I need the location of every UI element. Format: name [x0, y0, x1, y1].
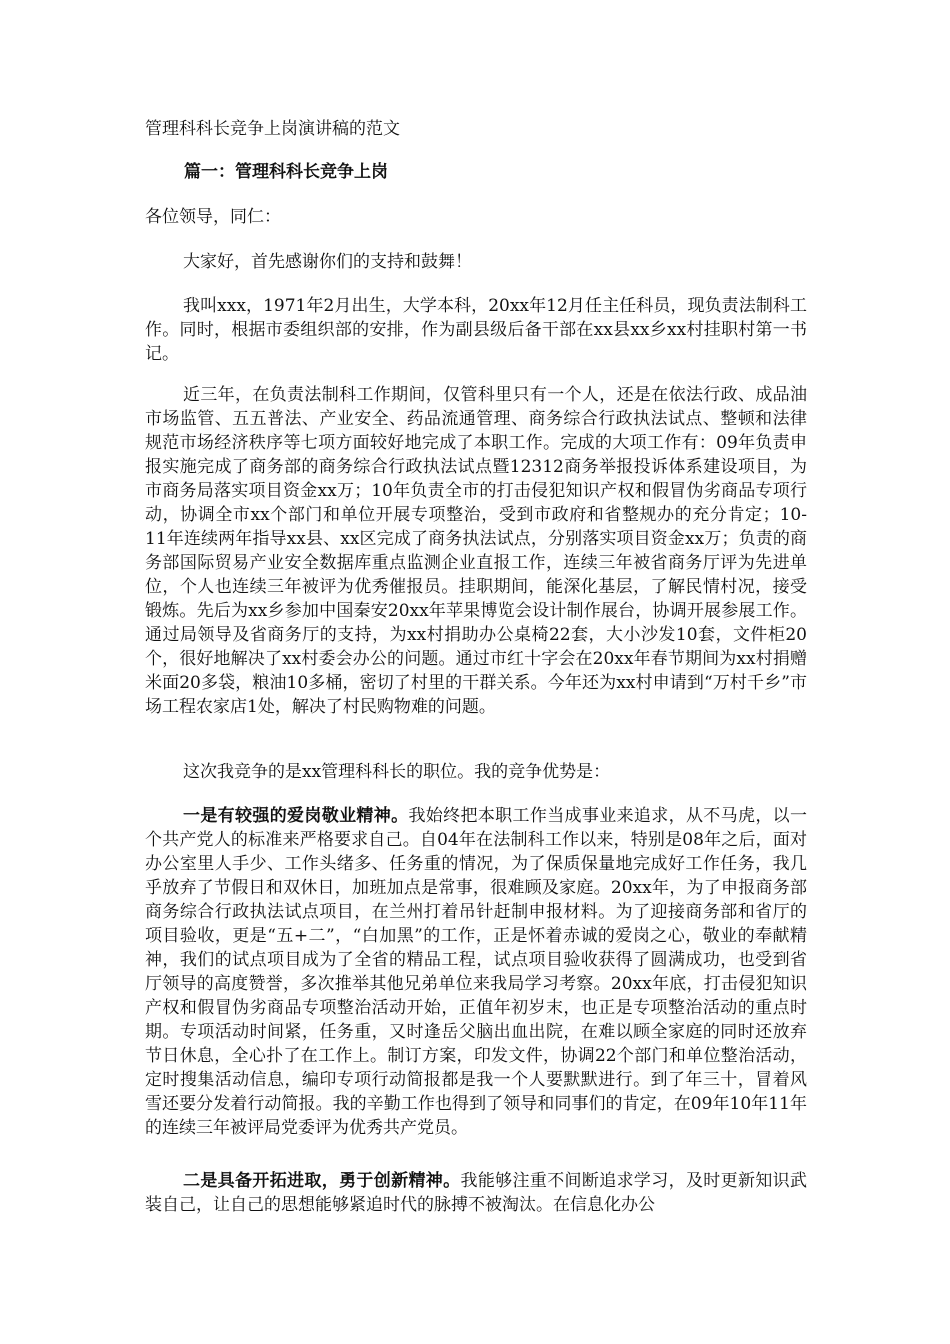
work-paragraph: 近三年，在负责法制科工作期间，仅管科里只有一个人，还是在依法行政、成品油市场监管、五五普法、产业安全、药品流通管理、商务综合行政执法试点、整顿和法律规范市场经济秩序等七项方面较好地完成了本职工作。完成的大项工作有：09年负责申报实施完成了商务部的商务综合行政执法试点暨12312商务举报投诉体系建设项目，为市商务局落实项目资金xx万；10年负责全市的打击侵犯知识产权和假冒伪劣商品专项行动，协调全市xx个部门和单位开展专项整治，受到市政府和省整规办的充分肯定；10-11年连续两年指导xx县、xx区完成了商务执法试点，分别落实项目资金xx万；负责的商务部国际贸易产业安全数据库重点监测企业直报工作，连续三年被省商务厅评为先进单位，个人也连续三年被评为优秀催报员。挂职期间，能深化基层，了解民情村况，接受锻炼。先后为xx乡参加中国秦安20xx年苹果博览会设计制作展台，协调开展参展工作。通过局领导及省商务厅的支持，为xx村捐助办公桌椅22套，大小沙发10套，文件柜20个，很好地解决了xx村委会办公的问题。通过市红十字会在20xx年春节期间为xx村捐赠米面20多袋，粮油10多桶，密切了村里的干群关系。今年还为xx村申请到“万村千乡”市场工程农家店1处，解决了村民购物难的问题。	[145, 385, 807, 717]
point-two-lead: 二是具备开拓进取，勇于创新精神。	[183, 1171, 461, 1191]
section-heading: 篇一：管理科科长竞争上岗	[184, 162, 388, 182]
hello-paragraph: 大家好，首先感谢你们的支持和鼓舞！	[183, 252, 472, 272]
position-paragraph: 这次我竞争的是xx管理科科长的职位。我的竞争优势是：	[183, 762, 611, 782]
greeting-paragraph: 各位领导，同仁：	[145, 207, 281, 227]
point-two-paragraph	[145, 1169, 807, 1217]
point-one-paragraph	[145, 804, 807, 1140]
document-title: 管理科科长竞争上岗演讲稿的范文	[145, 119, 400, 139]
point-one-lead: 一是有较强的爱岗敬业精神。	[183, 806, 409, 826]
point-one-body: 我始终把本职工作当成事业来追求，从不马虎，以一个共产党人的标准来严格要求自己。自04年在法制科工作以来，特别是08年之后，面对办公室里人手少、工作头绪多、任务重的情况，为了保质保量地完成好工作任务，我几乎放弃了节假日和双休日，加班加点是常事，很难顾及家庭。20xx年，为了申报商务部商务综合行政执法试点项目，在兰州打着吊针赶制申报材料。为了迎接商务部和省厅的项目验收，更是“五+二”，“白加黑”的工作，正是怀着赤诚的爱岗之心，敬业的奉献精神，我们的试点项目成为了全省的精品工程，试点项目验收获得了圆满成功，也受到省厅领导的高度赞誉，多次推举其他兄弟单位来我局学习考察。20xx年底，打击侵犯知识产权和假冒伪劣商品专项整治活动开始，正值年初岁末，也正是专项整治活动的重点时期。专项活动时间紧，任务重，又时逢岳父脑出血出院，在难以顾全家庭的同时还放弃节日休息，全心扑了在工作上。制订方案，印发文件，协调22个部门和单位整治活动，定时搜集活动信息，编印专项行动简报都是我一个人要默默进行。到了年三十，冒着风雪还要分发着行动简报。我的辛勤工作也得到了领导和同事们的肯定，在09年10年11年的连续三年被评局党委评为优秀共产党员。	[145, 806, 808, 1138]
point-two-body: 我能够注重不间断追求学习，及时更新知识武装自己，让自己的思想能够紧追时代的脉搏不被淘汰。在信息化办公	[145, 1171, 808, 1215]
intro-paragraph: 我叫xxx，1971年2月出生，大学本科，20xx年12月任主任科员，现负责法制科工作。同时，根据市委组织部的安排，作为副县级后备干部在xx县xx乡xx村挂职村第一书记。	[145, 296, 807, 364]
